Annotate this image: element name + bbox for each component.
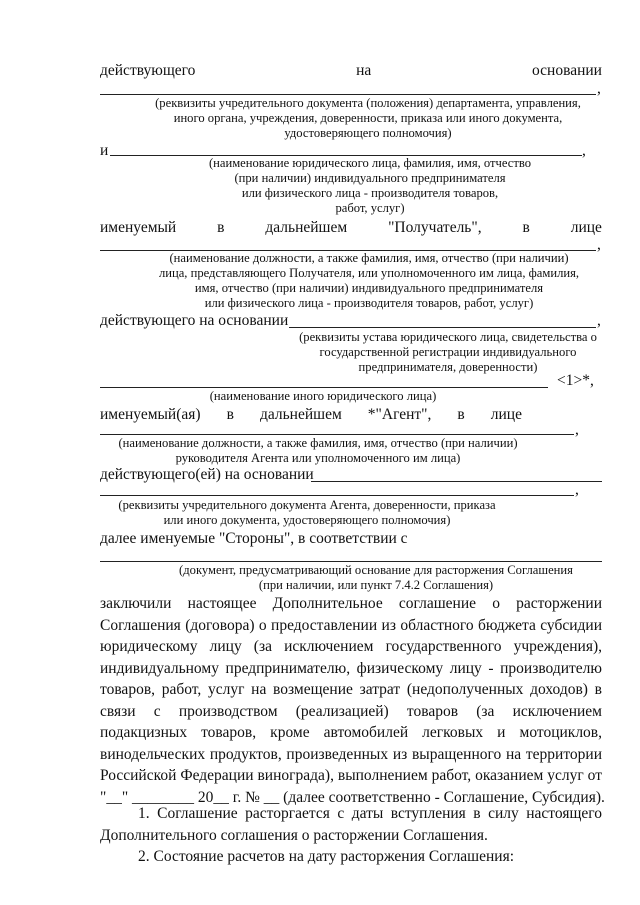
comma: , <box>582 142 586 159</box>
fill-line <box>311 481 602 482</box>
note-agent-requisites: (реквизиты учредительного документа Агента, доверенности, приказа или иного документа, удостоверяющего полномочия) <box>118 498 496 527</box>
comma: , <box>597 236 601 253</box>
note-recipient-name: (наименование юридического лица, фамилия, имя, отчество (при наличии) индивидуального предпринимателя или физического лица - производителя товаров, работ, услуг) <box>208 156 532 215</box>
acting-basis-line <box>100 62 602 80</box>
fill-line <box>289 327 596 328</box>
word: действующего <box>100 62 196 79</box>
word: на <box>356 62 372 79</box>
word: основании <box>532 62 602 79</box>
footnote-ref: <1>*, <box>557 372 594 389</box>
fill-line <box>100 495 574 496</box>
recipient-named-line: именуемый в дальнейшем "Получатель", в лице <box>100 219 602 236</box>
body-paragraph: заключили настоящее Дополнительное соглашение о расторжении Соглашения (договора) о предоставлении из областного бюджета субсидии юридическому лицу (за исключением государственного учреждения), индивидуальному предпринимателю, физическому лицу - производителю товаров, работ, услуг на возмещение затрат (недополученных доходов) в связи с производством (реализацией) товаров (за исключением подакцизных товаров, кроме автомобилей легковых и мотоциклов, винодельческих продуктов, произведенных из выращенного на территории Российской Федерации винограда), выполнением работ, оказанием услуг от "__" ________ 20__ г. № __ (далее соответственно - Соглашение, Субсидия). <box>100 595 605 806</box>
note-requisites-1: (реквизиты учредительного документа (положения) департамента, управления, иного органа, учреждения, доверенности, приказа или иного документа, удостоверяющего полномочия) <box>155 96 581 140</box>
note-other-entity: (наименование иного юридического лица) <box>209 389 437 403</box>
fill-line <box>100 94 596 95</box>
note-termination-basis: (документ, предусматривающий основание для расторжения Соглашения (при наличии, или пункт 7.4.2 Соглашения) <box>179 563 573 592</box>
acting-basis-label: действующего на основании <box>100 312 289 329</box>
item-2: 2. Состояние расчетов на дату расторжения Соглашения: <box>138 848 515 865</box>
note-charter: (реквизиты устава юридического лица, свидетельства о государственной регистрации индивидуального предпринимателя, доверенности) <box>299 330 597 374</box>
comma: , <box>597 80 601 97</box>
item-1-continued: Дополнительного соглашения о расторжении Соглашения. <box>100 827 488 844</box>
note-agent-representative: (наименование должности, а также фамилия, имя, отчество (при наличии) руководителя Агента или уполномоченного им лица) <box>118 436 518 465</box>
comma: , <box>575 481 579 498</box>
acting-basis-label-2: действующего(ей) на основании <box>100 466 314 483</box>
fill-line <box>100 434 574 435</box>
fill-line <box>100 561 602 562</box>
agent-named-line: именуемый(ая) в дальнейшем *"Агент", в лице <box>100 406 522 423</box>
and-word: и <box>100 142 109 159</box>
parties-line: далее именуемые "Стороны", в соответствии с <box>100 530 408 547</box>
fill-line <box>100 387 548 388</box>
note-recipient-representative: (наименование должности, а также фамилия, имя, отчество (при наличии) лица, представляющего Получателя, или уполномоченного им лица, фамилия, имя, отчество (при наличии) индивидуального предпринимателя или физического лица - производителя товаров, работ, услуг) <box>158 251 580 310</box>
comma: , <box>575 421 579 438</box>
item-1: 1. Соглашение расторгается с даты вступления в силу настоящего <box>138 805 602 822</box>
comma: , <box>597 312 601 329</box>
